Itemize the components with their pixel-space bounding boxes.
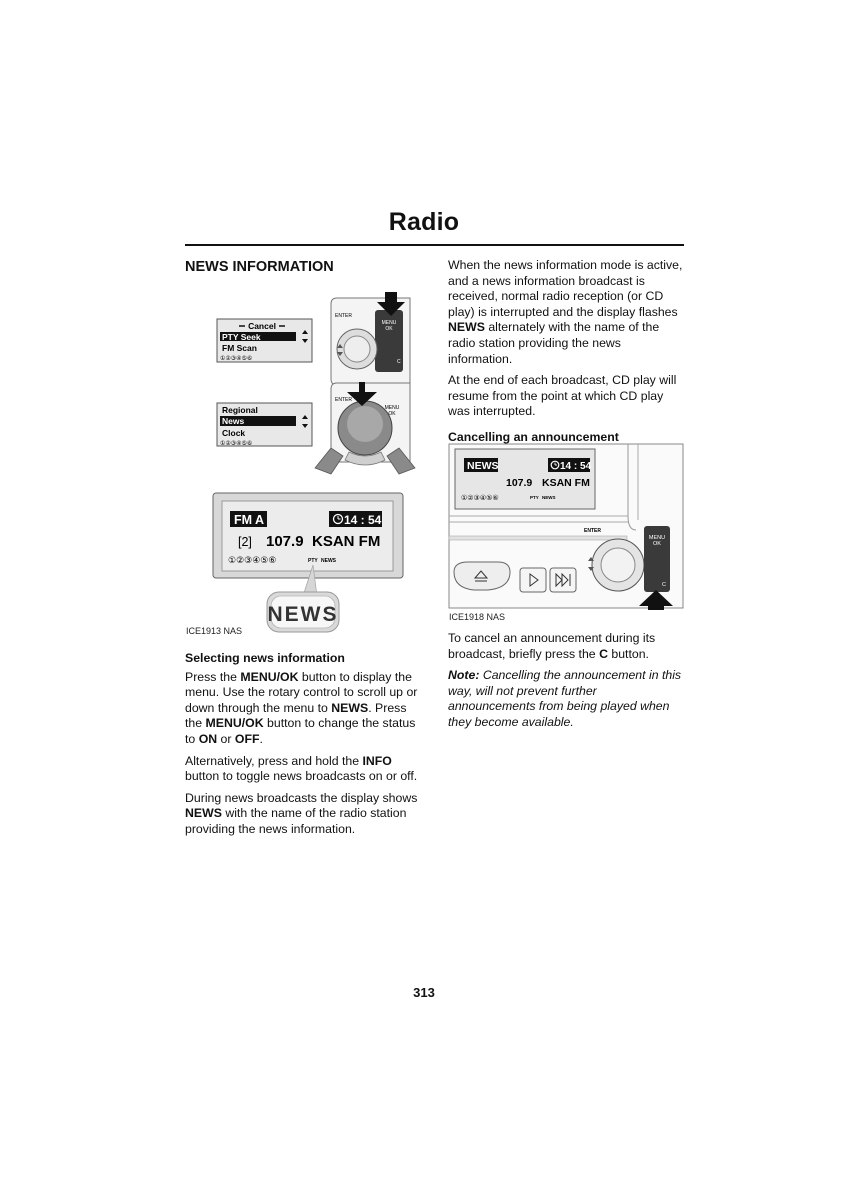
lcd1-line1: Cancel [248, 321, 276, 331]
lcd-preset: [2] [238, 535, 252, 549]
page-title: Radio [388, 208, 460, 236]
lcd-frequency: 107.9 [266, 533, 304, 550]
right-column-body [448, 631, 686, 737]
figure-news-selection [185, 290, 425, 640]
play-button [520, 568, 546, 592]
panel2-ok-label: OK [388, 411, 396, 417]
panel2-menu-label: MENU [384, 405, 400, 411]
note-paragraph: Note: Cancelling the announcement in this way, will not prevent further announcements from being played when they become available. [448, 668, 682, 729]
skip-forward-button [550, 568, 576, 592]
subheading-cancelling: Cancelling an announcement [448, 429, 619, 444]
lcd-news-indicator-right: NEWS [542, 495, 556, 500]
left-column [185, 258, 425, 276]
lcd-station: KSAN FM [312, 533, 381, 550]
lcd-band: FM A [234, 513, 265, 527]
lcd-pty-right: PTY [530, 495, 539, 500]
lcd-station-right: KSAN FM [542, 477, 590, 489]
panel1-ok-label: OK [385, 326, 393, 332]
lcd1-presets: ①②③④⑤⑥ [220, 356, 253, 362]
paragraph-news-display: During news broadcasts the display shows NEWS with the name of the radio station providing the news information. [185, 790, 418, 836]
paragraph-selecting-news: Press the MENU/OK button to display the menu. Use the rotary control to scroll up or down through the menu to NEWS. Press the MENU/OK button to change the status to ON or OFF. [185, 669, 418, 746]
lcd1-line3: FM Scan [222, 343, 257, 353]
lcd-presets: ①②③④⑤⑥ [228, 555, 277, 565]
panel-menu-label-right: MENU [648, 535, 666, 541]
news-badge-text: NEWS [267, 603, 339, 626]
lcd-time-right: 14 : 54 [560, 461, 592, 472]
lcd2-line1: Regional [222, 405, 258, 415]
figure-caption-right: ICE1918 NAS [449, 612, 506, 622]
title-rule [185, 244, 684, 246]
page-number: 313 [413, 985, 435, 1000]
lcd2-line2: News [222, 416, 245, 426]
subheading-selecting-news: Selecting news information [185, 651, 345, 665]
section-heading: NEWS INFORMATION [185, 259, 334, 275]
figure-caption-left: ICE1913 NAS [186, 626, 243, 636]
paragraph-news-mode-active: When the news information mode is active, and a news information broadcast is received, normal radio reception (or CD play) is interrupted and the display flashes NEWS alternately with the name of the radio station providing the news information. [448, 258, 683, 366]
lcd-frequency-right: 107.9 [506, 477, 533, 489]
lcd-pty: PTY [308, 558, 318, 564]
lcd1-line2: PTY Seek [222, 332, 261, 342]
lcd-news-indicator: NEWS [321, 558, 336, 564]
figure-cancel-drawing [448, 440, 686, 610]
figure-cancel-announcement [448, 440, 686, 626]
right-column [448, 258, 686, 449]
figure-news-selection-drawing [185, 290, 425, 640]
lcd-presets-right: ①②③④⑤⑥ [461, 495, 499, 502]
panel1-c-label: C [397, 359, 401, 365]
panel2-enter-label: ENTER [335, 397, 352, 403]
panel-ok-label-right: OK [653, 541, 661, 547]
paragraph-end-of-broadcast: At the end of each broadcast, CD play will resume from the point at which CD play was interrupted. [448, 373, 677, 419]
paragraph-cancel-announcement: To cancel an announcement during its broadcast, briefly press the C button. [448, 631, 656, 661]
lcd2-line3: Clock [222, 428, 246, 438]
panel1-menu-label: MENU [381, 320, 397, 326]
lcd2-presets: ①②③④⑤⑥ [220, 441, 253, 447]
panel-c-label-right: C [662, 582, 666, 588]
lcd-news-flash: NEWS [467, 460, 499, 472]
panel1-enter-label: ENTER [335, 313, 352, 319]
left-column-body [185, 651, 425, 844]
eject-button [454, 562, 510, 590]
paragraph-info-button: Alternatively, press and hold the INFO button to toggle news broadcasts on or off. [185, 753, 418, 784]
lcd-time: 14 : 54 [344, 513, 382, 527]
panel-enter-label-right: ENTER [584, 528, 601, 534]
